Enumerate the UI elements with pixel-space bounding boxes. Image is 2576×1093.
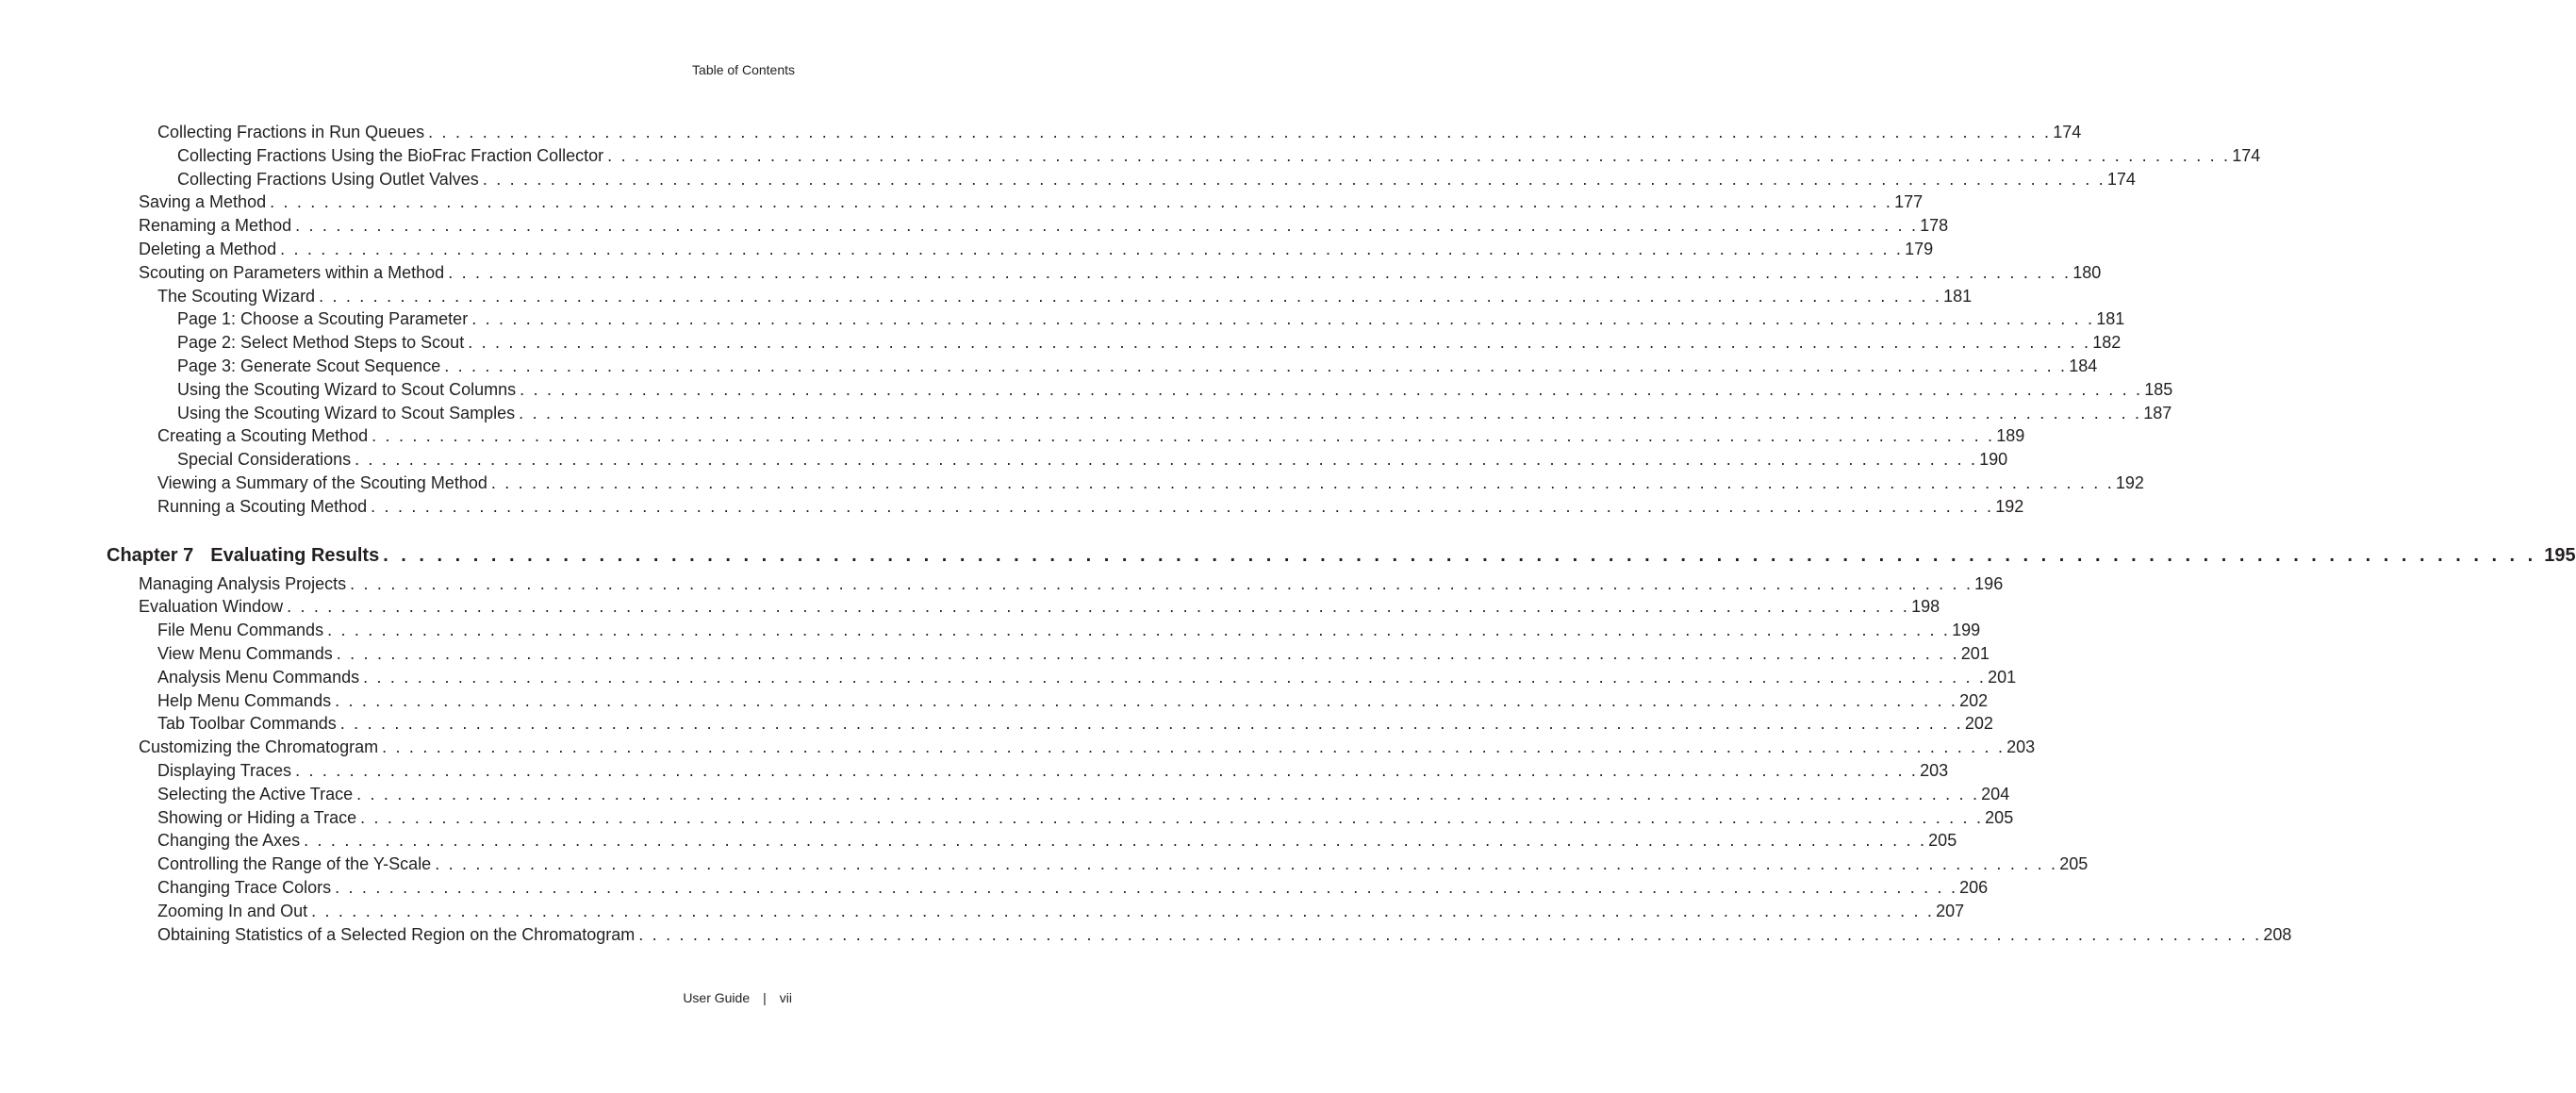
toc-entry[interactable]	[139, 190, 1924, 213]
toc-entry-page-number: 174	[2053, 123, 2082, 141]
toc-entry-page-number: 184	[2069, 356, 2098, 375]
toc-entry[interactable]	[157, 642, 1990, 665]
toc-entry-page-number: 179	[1905, 240, 1934, 258]
toc-entry-title: Page 2: Select Method Steps to Scout	[177, 333, 465, 353]
dot-leader: . . . . . . . . . . . . . . . . . . . . . . . . . . . . . . . . . . . . . . . . . . . . . . . . . . . . . . . . . . . . . . . . . . . . . . . . . . . . . . . . . . . . . . . . . . . . . . . . . . . . . . . . . . . . . . . . . . . . . . . .	[371, 496, 1994, 516]
toc-entry[interactable]	[157, 712, 1993, 735]
toc-entry-page-number: 198	[1911, 597, 1940, 617]
toc-entry[interactable]	[157, 495, 2024, 518]
toc-entry[interactable]	[139, 595, 1940, 618]
dot-leader: . . . . . . . . . . . . . . . . . . . . . . . . . . . . . . . . . . . . . . . . . . . . . . . . . . . . . . . . . . . . . . . . . . . . . . . . . . . . . . . . . . . . . . . . . . . . . . . . . . . . . . . . . . . . . . . . . . . . . . . .	[319, 286, 1942, 306]
toc-entry-title: Evaluation Window	[139, 597, 284, 617]
toc-entry-page-number: 181	[1943, 286, 1973, 306]
toc-entry[interactable]	[139, 572, 2004, 595]
toc-entry-page-number: 189	[1996, 426, 2025, 446]
dot-leader: . . . . . . . . . . . . . . . . . . . . . . . . . . . . . . . . . . . . . . . . . . . . . . . . . . . . . . . . . . . . . . . . . . . . . . . . . . . . . . . . . . . . . . . . . . . . . . . . . . . . . . . . . . . . . . . . . . . . . . . .	[355, 450, 1978, 470]
toc-entry[interactable]	[177, 331, 2122, 354]
toc-entry-page-number: 182	[2092, 333, 2122, 353]
toc-entry[interactable]	[177, 448, 2008, 471]
toc-entry-page-number: 192	[2115, 473, 2144, 492]
toc-entry[interactable]	[157, 689, 1989, 712]
toc-entry-page-number: 203	[2006, 737, 2036, 757]
dot-leader: . . . . . . . . . . . . . . . . . . . . . . . . . . . . . . . . . . . . . . . . . . . . . . . . . . . . . . . . . . . . . . . . . . . . . . . . . . . . . . . . . . . . . . . . . . . . . . . . . . . . . . . . . . . . . . . . . . . . . . . .	[350, 573, 1973, 593]
toc-entry-title: Special Considerations	[177, 450, 352, 470]
dot-leader: . . . . . . . . . . . . . . . . . . . . . . . . . . . . . . . . . . . . . . . . . . . . . . . . . . . . . . . . . . . . . . . . . . . . . . . . . . . . . . . . . . . . . . . . . . . . . . . . . . . . . . . . . . . . . . . . . . . . . . . .	[356, 784, 1980, 803]
toc-entry-page-number: 187	[2143, 403, 2172, 422]
dot-leader: . . . . . . . . . . . . . . . . . . . . . . . . . . . . . . . . . . . . . . . . . . . . . . . . . . . . . . . . . . . . . . . . . . . . . . . . . . . . . . . . . . . . . . . . . . . . . . . . . . . . . . . . . . . . . . . . . . . . . . . .	[335, 878, 1958, 897]
toc-entry-title: Changing Trace Colors	[157, 878, 332, 897]
chapter-heading[interactable]	[107, 542, 2576, 569]
toc-entry-title: Analysis Menu Commands	[157, 667, 360, 687]
toc-entry-title: Evaluating Results	[210, 544, 380, 566]
dot-leader: . . . . . . . . . . . . . . . . . . . . . . . . . . . . . . . . . . . . . . . . . . . . . . . . . . . . . . . . . . . . . . . . . . . . . . . . . . . . . . . . . . . . . . . . . . . . . . . . . . . . . . . . . . . . . . . . . . . . . . . .	[448, 262, 2072, 282]
dot-leader: . . . . . . . . . . . . . . . . . . . . . . . . . . . . . . . . . . . . . . . . . . . . . . . . . . . . . . . . . . . . . . . . . . . . . . . . . . . . . . . . . . . . . . . . . . . . . . . . . . . . . . . . . . . . . . . . . . . . . . . .	[519, 403, 2142, 422]
toc-entry-title: Using the Scouting Wizard to Scout Samples	[177, 403, 516, 422]
toc-entry-page-number: 201	[1960, 644, 1990, 663]
dot-leader: . . . . . . . . . . . . . . . . . . . . . . . . . . . . . . . . . . . . . . . . . . . . . . . . . . . . . . . . . . . . . . . . . . . . . . . . . . . . . . . . . . . . . . . . . . . . . . . . . . . . . . . . . . . . . . . . . . . . . . . .	[428, 123, 2052, 141]
toc-entry-page-number: 178	[1920, 216, 1949, 236]
dot-leader: . . . . . . . . . . . . . . . . . . . . . . . . . . . . . . . . . . . . . . . . . . . . . . . . . . . . . . . . . . . . . . . . . . . . . . . . . . . . . . . . . . . . . . . . . . . . . . . . . . . . . . . . . . . . . . . . . . . . . . . .	[360, 807, 1984, 827]
toc-entry-page-number: 205	[2059, 854, 2089, 874]
toc-entry-title: Controlling the Range of the Y-Scale	[157, 854, 432, 874]
toc-entry-title: Creating a Scouting Method	[157, 426, 369, 446]
dot-leader: . . . . . . . . . . . . . . . . . . . . . . . . . . . . . . . . . . . . . . . . . . . . . . . . . . . . . . . . . . . . . . . . . . . . . . . . . . . . . . . . . . . . . . . . . . . . . . . . . . . . . . . . . . . . . . . . . . . . . . . .	[287, 597, 1910, 617]
footer-page-number: vii	[779, 990, 792, 1005]
toc-entry-page-number: 196	[1974, 573, 2004, 593]
toc-entry[interactable]	[157, 783, 2010, 805]
toc-entry-title: Running a Scouting Method	[157, 496, 368, 516]
toc-entry[interactable]	[139, 214, 1949, 237]
toc-entry[interactable]	[177, 307, 2125, 330]
dot-leader: . . . . . . . . . . . . . . . . . . . . . . . . . . . . . . . . . . . . . . . . . . . . . . . . . . . . . . . . . . . . . . . . . . . . . . . . . . . . . . . . . . . . . . . . . . . . . . . . . . . . . . . . . . . . . . . . . . . . . . . .	[638, 924, 2262, 944]
dot-leader: . . . . . . . . . . . . . . . . . . . . . . . . . . . . . . . . . . . . . . . . . . . . . . . . . . . . . . . . . . . . . . . . . . . . . . . . . . . . . . . . . . . . . . . . . . . . . . . . . . . . . . . . . . . . . . . . . . . . . . . .	[295, 216, 1919, 236]
toc-entry-page-number: 181	[2096, 309, 2125, 329]
toc-entry-page-number: 174	[2232, 145, 2261, 165]
toc-entry-page-number: 180	[2072, 262, 2102, 282]
toc-entry[interactable]	[157, 853, 2089, 875]
toc-entry-title: Showing or Hiding a Trace	[157, 807, 357, 827]
toc-entry-page-number: 205	[1985, 807, 2014, 827]
toc-entry-title: Using the Scouting Wizard to Scout Columns	[177, 379, 517, 399]
toc-entry[interactable]	[157, 666, 2017, 688]
dot-leader: . . . . . . . . . . . . . . . . . . . . . . . . . . . . . . . . . . . . . . . . . . . . . . . . . . . . . . . . . . . . . . . . . . . . . . . . . . . . . . . . . . . . . . . . . . . . . . . . . . . . . . . . . . . . . . . . . . . . . . . .	[490, 473, 2114, 492]
toc-entry[interactable]	[157, 472, 2144, 494]
toc-entry-page-number: 177	[1894, 192, 1924, 212]
toc-entry-page-number: 206	[1959, 878, 1989, 897]
toc-entry[interactable]	[139, 238, 1934, 260]
toc-entry-title: Saving a Method	[139, 192, 267, 212]
toc-entry[interactable]	[139, 261, 2102, 284]
toc-entry-page-number: 199	[1952, 621, 1981, 640]
toc-entry-title: Changing the Axes	[157, 831, 301, 851]
toc-entry[interactable]	[177, 402, 2172, 424]
dot-leader: . . . . . . . . . . . . . . . . . . . . . . . . . . . . . . . . . . . . . . . . . . . . . . . . . . . . . . . . . . . . . . . . . . . . . . . . . . . . . . . . . . . . . . . . . . . . . . . . . . . . . . . . . . . . . . . . . . . . . . . .	[382, 737, 2006, 757]
toc-entry-title: Collecting Fractions in Run Queues	[157, 123, 425, 141]
toc-entry-title: Managing Analysis Projects	[139, 573, 347, 593]
toc-entry-page-number: 195	[2544, 544, 2576, 566]
toc-entry[interactable]	[157, 285, 1973, 307]
toc-entry-page-number: 208	[2263, 924, 2292, 944]
chapter-number: Chapter 7	[107, 544, 194, 566]
toc-entry-page-number: 190	[1979, 450, 2008, 470]
dot-leader: . . . . . . . . . . . . . . . . . . . . . . . . . . . . . . . . . . . . . . . . . . . . . . . . . . . . . . . . . . . . . . . . . . . . . . . . . . . . . . . . . . . . . . . . . . . . . . . . . . . . . . . . . . . . . . . . . . . . . . . .	[270, 192, 1893, 212]
toc-entry-title: Page 1: Choose a Scouting Parameter	[177, 309, 469, 329]
toc-entry-page-number: 204	[1981, 784, 2010, 803]
dot-leader: . . . . . . . . . . . . . . . . . . . . . . . . . . . . . . . . . . . . . . . . . . . . . . . . . . . . . . . . . . . . . . . . . . . . . . . . . . . . . . . . . . . . . . . . . . . . . . . . . . . . . . . . . . . . . . . . . . . . . . . .	[520, 379, 2143, 399]
dot-leader: . . . . . . . . . . . . . . . . . . . . . . . . . . . . . . . . . . . . . . . . . . . . . . . . . . . . . . . . . . . . . . . . . . . . . . . . . . . . . . . . . . . . . . . . . . . . . . . . . . . . . . . . . . . . . . . . . . . . . . . .	[304, 831, 1927, 851]
toc-entry-page-number: 203	[1920, 761, 1949, 780]
toc-entry-title: Tab Toolbar Commands	[157, 714, 337, 734]
toc-entry[interactable]	[157, 923, 2292, 946]
toc-entry-title: Viewing a Summary of the Scouting Method	[157, 473, 487, 492]
toc-entry[interactable]	[157, 424, 2025, 447]
toc-entry-title: Displaying Traces	[157, 761, 292, 780]
toc-entry-title: Customizing the Chromatogram	[139, 737, 379, 757]
toc-entry-title: Renaming a Method	[139, 216, 292, 236]
dot-leader: . . . . . . . . . . . . . . . . . . . . . . . . . . . . . . . . . . . . . . . . . . . . . . . . . . . . . . . . . . . . . . . . . . . . . . . . . . . . . . . . . . . . . . . . . . . . . . . . . . . . . . . . . . . . . . . . . . . . . . . .	[339, 714, 1963, 734]
toc-entry-title: Help Menu Commands	[157, 690, 332, 710]
dot-leader: . . . . . . . . . . . . . . . . . . . . . . . . . . . . . . . . . . . . . . . . . . . . . . . . . . . . . . . . . . . . . . . . . . . . . . . . . . . . . . . . . . . . . . . . . . . . . . . . . . . . . . . . . . . . . . . . . . . . . . . .	[363, 667, 1987, 687]
toc-entry-title: View Menu Commands	[157, 644, 333, 663]
toc-entry-title: Page 3: Generate Scout Sequence	[177, 356, 441, 375]
toc-entry-title: Zooming In and Out	[157, 901, 308, 920]
toc-entry-page-number: 202	[1959, 690, 1989, 710]
dot-leader: . . . . . . . . . . . . . . . . . . . . . . . . . . . . . . . . . . . . . . . . . . . . . . . . . . . . . . . . . . . . . . . . . . . . . . . . . . . . . . . . . . . . . . . . . . . . . . . . . . . . . . . . . . . . . . . . . . . . . . . .	[280, 240, 1904, 258]
page-footer	[683, 990, 792, 1005]
toc-entry-page-number: 202	[1964, 714, 1993, 734]
toc-entry-title: Collecting Fractions Using Outlet Valves	[177, 169, 479, 189]
dot-leader: . . . . . . . . . . . . . . . . . . . . . . . . . . . . . . . . . . . . . . . . . . . . . . . . . . . . . . . . . . . . . . . . . . . . . . . . . . . . . . . . . . . . . . . . . . . . . . . . . . . . . . . . . . . . . . . . . . . . . . . .	[295, 761, 1919, 780]
toc-entry[interactable]	[177, 168, 2136, 190]
dot-leader: . . . . . . . . . . . . . . . . . . . . . . . . . . . . . . . . . . . . . . . . . . . . . . . . . . . . . . . . . . . . . . . . . . . . . . . . . . . . . . . . . . . . . . . . . . . . . . . . . . . . . . . . . . . . . . . . . . . . . . . .	[607, 145, 2231, 165]
dot-leader: . . . . . . . . . . . . . . . . . . . . . . . . . . . . . . . . . . . . . . . . . . . . . . . . . . . . . . . . . . . . . . . . . . . . . . . . . . . . . . . . . . . . . . . . . . . . . . . . . . . . . . . . . . . . . . . . . . . . . . . .	[482, 169, 2105, 189]
dot-leader: . . . . . . . . . . . . . . . . . . . . . . . . . . . . . . . . . . . . . . . . . . . . . . . . . . . . . . . . . . . . . . . . . . . . . . . . . . . . . . . . . . . . . . . . . . . . . . . . . . . . . . . . . . . . . . . . . . . . . . . .	[468, 333, 2091, 353]
running-header: Table of Contents	[692, 62, 795, 77]
toc-entry-title: Deleting a Method	[139, 240, 277, 258]
toc-entry-page-number: 174	[2106, 169, 2136, 189]
toc-entry-title: File Menu Commands	[157, 621, 324, 640]
toc-entry-title: The Scouting Wizard	[157, 286, 316, 306]
footer-separator: |	[763, 990, 767, 1005]
toc-entry[interactable]	[157, 806, 2014, 829]
toc-entry-page-number: 192	[1995, 496, 2024, 516]
toc-entry-title: Selecting the Active Trace	[157, 784, 354, 803]
toc-entry-page-number: 205	[1928, 831, 1957, 851]
dot-leader: . . . . . . . . . . . . . . . . . . . . . . . . . . . . . . . . . . . . . . . . . . . . . . . . . . . . . . . . . . . . . . . . . . . . . . . . . . . . . . . . . . . . . . . . . . . . . . . . . . . . . . . . . . . . . . . . . . . . . . . .	[372, 426, 1995, 446]
toc-entry[interactable]	[157, 900, 1965, 922]
toc-entry-page-number: 207	[1936, 901, 1965, 920]
toc-entry[interactable]	[157, 876, 1989, 899]
toc-entry-page-number: 185	[2144, 379, 2173, 399]
toc-entry[interactable]	[157, 759, 1949, 782]
toc-entry-page-number: 201	[1988, 667, 2017, 687]
dot-leader: . . . . . . . . . . . . . . . . . . . . . . . . . . . . . . . . . . . . . . . . . . . . . . . . . . . . . . . . . . . . . . . . . . . . . . . . . . . . . . . . . . . . . . . . . . . . . . . . . . . . . . . . . . . . . . . . . . . . . . . .	[471, 309, 2095, 329]
dot-leader: . . . . . . . . . . . . . . . . . . . . . . . . . . . . . . . . . . . . . . . . . . . . . . . . . . . . . . . . . . . . . . . . . . . . . . . . . . . . . . . . . . . . . . . . . . . . . . . . . . . . . . . . . . . . . . . . . . . . . . . .	[444, 356, 2068, 375]
toc-entry-title: Collecting Fractions Using the BioFrac Fraction Collector	[177, 145, 604, 165]
dot-leader: . . . . . . . . . . . . . . . . . . . . . . . . . . . . . . . . . . . . . . . . . . . . . . . . . . . . . . . . . . . . . . . . . . . . . . . . . . . . . . . . . . . . . . . . . . . . . . . . . . . . . . . . . . . . . . . . . . . . . . . .	[383, 544, 2537, 566]
dot-leader: . . . . . . . . . . . . . . . . . . . . . . . . . . . . . . . . . . . . . . . . . . . . . . . . . . . . . . . . . . . . . . . . . . . . . . . . . . . . . . . . . . . . . . . . . . . . . . . . . . . . . . . . . . . . . . . . . . . . . . . .	[311, 901, 1935, 920]
toc-entry[interactable]	[157, 829, 1957, 852]
toc-entry[interactable]	[177, 378, 2173, 401]
toc-entry[interactable]	[177, 144, 2261, 167]
toc-entry-title: Scouting on Parameters within a Method	[139, 262, 445, 282]
dot-leader: . . . . . . . . . . . . . . . . . . . . . . . . . . . . . . . . . . . . . . . . . . . . . . . . . . . . . . . . . . . . . . . . . . . . . . . . . . . . . . . . . . . . . . . . . . . . . . . . . . . . . . . . . . . . . . . . . . . . . . . .	[336, 644, 1959, 663]
footer-doc-name: User Guide	[683, 990, 751, 1005]
dot-leader: . . . . . . . . . . . . . . . . . . . . . . . . . . . . . . . . . . . . . . . . . . . . . . . . . . . . . . . . . . . . . . . . . . . . . . . . . . . . . . . . . . . . . . . . . . . . . . . . . . . . . . . . . . . . . . . . . . . . . . . .	[335, 690, 1958, 710]
toc-entry[interactable]	[139, 736, 2036, 758]
toc-entry[interactable]	[157, 121, 2082, 143]
toc-entry[interactable]	[177, 355, 2098, 377]
dot-leader: . . . . . . . . . . . . . . . . . . . . . . . . . . . . . . . . . . . . . . . . . . . . . . . . . . . . . . . . . . . . . . . . . . . . . . . . . . . . . . . . . . . . . . . . . . . . . . . . . . . . . . . . . . . . . . . . . . . . . . . .	[435, 854, 2058, 874]
toc-entry[interactable]	[157, 619, 1981, 641]
toc-entry-title: Obtaining Statistics of a Selected Region on the Chromatogram	[157, 924, 636, 944]
dot-leader: . . . . . . . . . . . . . . . . . . . . . . . . . . . . . . . . . . . . . . . . . . . . . . . . . . . . . . . . . . . . . . . . . . . . . . . . . . . . . . . . . . . . . . . . . . . . . . . . . . . . . . . . . . . . . . . . . . . . . . . .	[327, 621, 1951, 640]
